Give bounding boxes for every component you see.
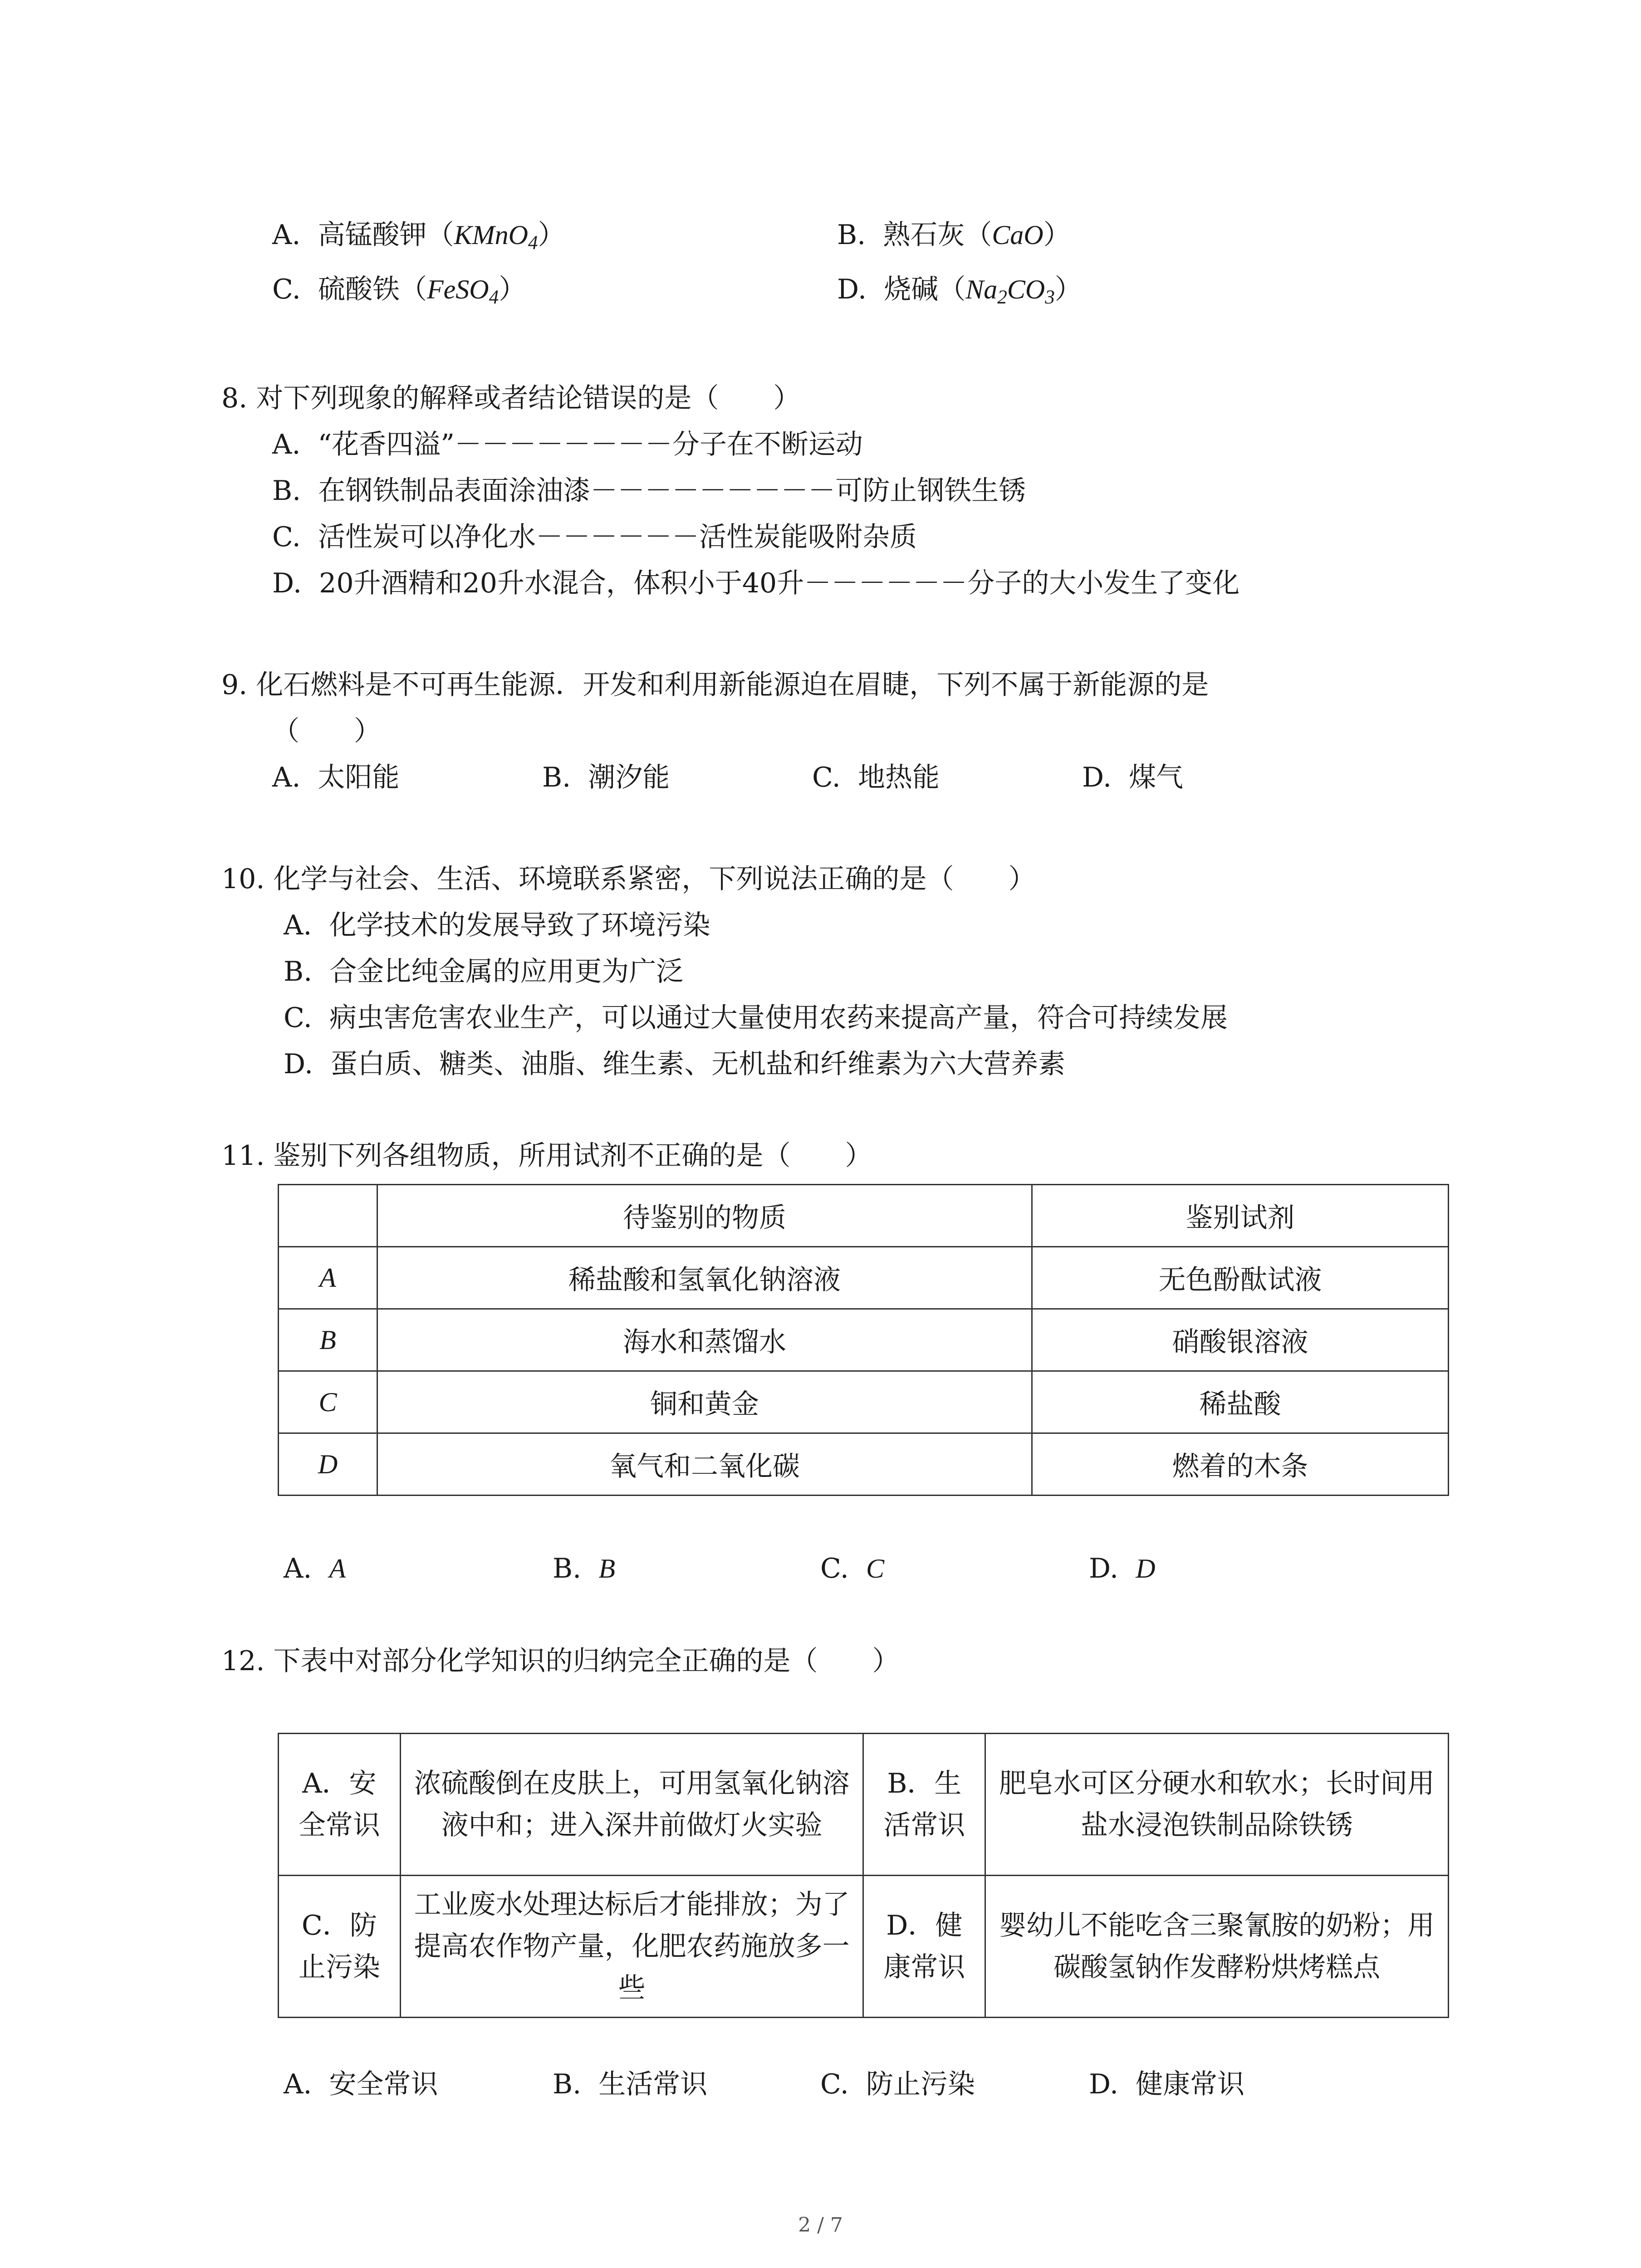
q12-cell-c-category: C．防止污染 [279, 1876, 401, 2018]
q10-stem: 10. 化学与社会、生活、环境联系紧密，下列说法正确的是（ ） [221, 863, 1036, 895]
table-row [279, 1371, 1449, 1433]
q12-option-b: B. 生活常识 [553, 2068, 708, 2100]
table-row [279, 1247, 1449, 1309]
q9-option-c: C. 地热能 [812, 762, 940, 793]
q10-option-a: A. 化学技术的发展导致了环境污染 [284, 909, 710, 941]
q8-stem: 8. 对下列现象的解释或者结论错误的是（ ） [221, 382, 801, 414]
table-row [279, 1433, 1449, 1496]
table-cell: 铜和黄金 [377, 1371, 1032, 1433]
q9-option-b: B. 潮汐能 [542, 762, 670, 793]
table-row [279, 1185, 1449, 1247]
table-header-cell: 鉴别试剂 [1032, 1185, 1449, 1247]
table-cell: 无色酚酞试液 [1032, 1247, 1449, 1309]
q7-option-a: A. 高锰酸钾（KMnO$_4$） [272, 219, 565, 254]
q7-option-d: D. 烧碱$(Na_2CO_3)$ [837, 274, 1082, 308]
q11-table [278, 1184, 1449, 1496]
table-row [279, 1309, 1449, 1371]
page-number: 2 / 7 [798, 2214, 843, 2237]
table-cell: 稀盐酸和氢氧化钠溶液 [377, 1247, 1032, 1309]
q7-option-c: C. 硫酸铁（FeSO$_4$） [272, 274, 526, 308]
q9-option-d: D. 煤气 [1082, 762, 1184, 793]
q9-stem-line1: 9. 化石燃料是不可再生能源．开发和利用新能源迫在眉睫，下列不属于新能源的是 [221, 669, 1209, 701]
q11-option-a: A. A [284, 1553, 346, 1584]
q8-option-b: B. 在钢铁制品表面涂油漆－－－－－－－－－可防止钢铁生锈 [272, 475, 1026, 507]
q9-option-a: A. 太阳能 [272, 762, 400, 793]
q10-option-d: D. 蛋白质、糖类、油脂、维生素、无机盐和纤维素为六大营养素 [284, 1048, 1066, 1080]
q11-stem: 11. 鉴别下列各组物质，所用试剂不正确的是（ ） [221, 1140, 872, 1172]
table-row [279, 1876, 1449, 2018]
q12-cell-a-category: A．安全常识 [279, 1734, 401, 1876]
q8-option-c: C. 活性炭可以净化水－－－－－－活性炭能吸附杂质 [272, 521, 917, 553]
q12-cell-d-text: 婴幼儿不能吃含三聚氰胺的奶粉；用碳酸氢钠作发酵粉烘烤糕点 [985, 1876, 1449, 2018]
table-header-cell [279, 1185, 377, 1247]
table-cell: B [279, 1309, 377, 1371]
q12-option-d: D. 健康常识 [1089, 2068, 1245, 2100]
table-cell: 海水和蒸馏水 [377, 1309, 1032, 1371]
q12-option-a: A. 安全常识 [284, 2068, 438, 2100]
table-cell: 燃着的木条 [1032, 1433, 1449, 1496]
q12-cell-b-category: B．生活常识 [863, 1734, 985, 1876]
q8-option-a: A. “花香四溢”－－－－－－－－分子在不断运动 [272, 429, 863, 460]
q12-cell-b-text: 肥皂水可区分硬水和软水；长时间用盐水浸泡铁制品除铁锈 [985, 1734, 1449, 1876]
table-cell: D [279, 1433, 377, 1496]
table-row [279, 1734, 1449, 1876]
table-cell: 硝酸银溶液 [1032, 1309, 1449, 1371]
q11-option-d: D. D [1089, 1553, 1156, 1584]
table-cell: C [279, 1371, 377, 1433]
q12-table [278, 1733, 1449, 2018]
q8-option-d: D. 20升酒精和20升水混合，体积小于40升－－－－－－分子的大小发生了变化 [272, 567, 1240, 599]
q12-cell-d-category: D．健康常识 [863, 1876, 985, 2018]
table-cell: 稀盐酸 [1032, 1371, 1449, 1433]
q11-option-b: B. B [553, 1553, 615, 1584]
q7-option-b: B. 熟石灰（CaO） [837, 219, 1071, 251]
q11-option-c: C. C [820, 1553, 885, 1584]
q12-cell-c-text: 工业废水处理达标后才能排放；为了提高农作物产量，化肥农药施放多一些 [400, 1876, 863, 2018]
q9-stem-line2: （ ） [272, 715, 381, 747]
table-cell: A [279, 1247, 377, 1309]
table-header-cell: 待鉴别的物质 [377, 1185, 1032, 1247]
q12-option-c: C. 防止污染 [820, 2068, 975, 2100]
q10-option-c: C. 病虫害危害农业生产，可以通过大量使用农药来提高产量，符合可持续发展 [284, 1002, 1228, 1034]
table-cell: 氧气和二氧化碳 [377, 1433, 1032, 1496]
q12-cell-a-text: 浓硫酸倒在皮肤上，可用氢氧化钠溶液中和；进入深井前做灯火实验 [400, 1734, 863, 1876]
q12-stem: 12. 下表中对部分化学知识的归纳完全正确的是（ ） [221, 1645, 900, 1677]
q10-option-b: B. 合金比纯金属的应用更为广泛 [284, 956, 684, 987]
